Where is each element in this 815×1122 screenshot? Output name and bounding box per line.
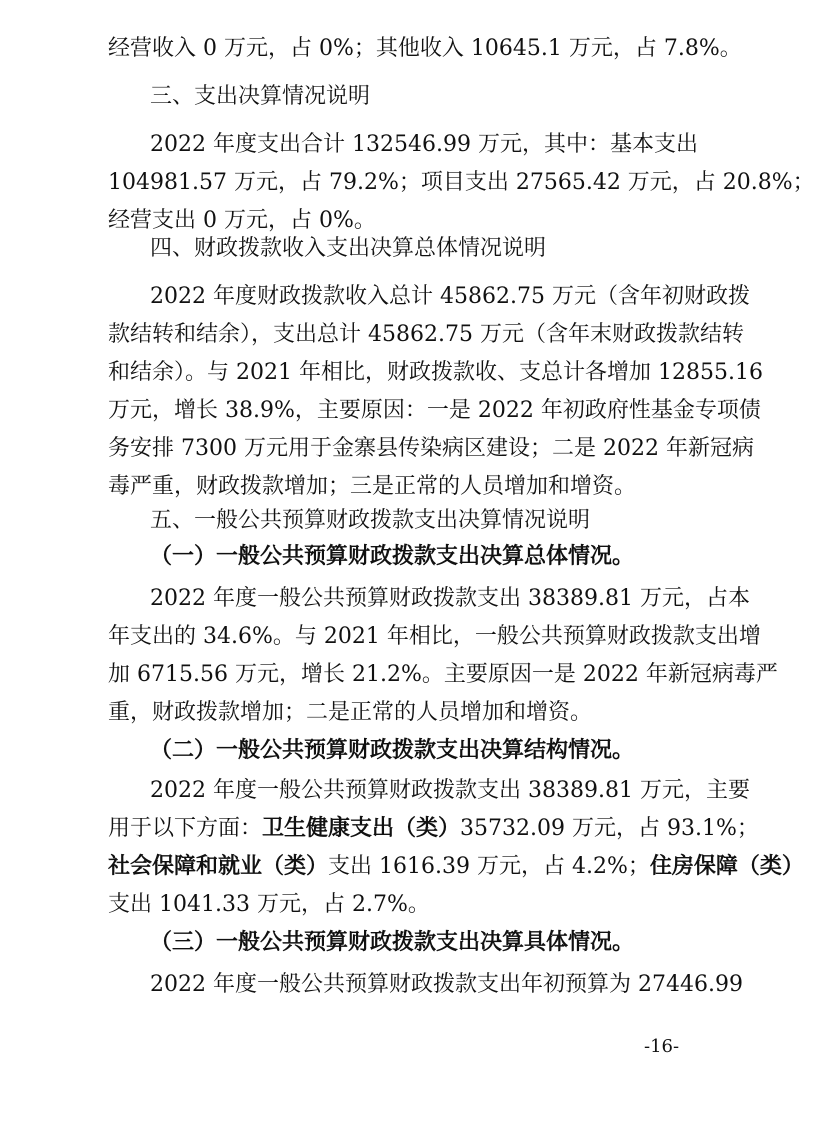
section-heading-expenditure: 三、支出决算情况说明 <box>150 84 371 109</box>
text-run: 支出 1616.39 万元，占 4.2%； <box>328 854 650 879</box>
category-health: 卫生健康支出（类） <box>262 816 461 841</box>
paragraph-line: 104981.57 万元，占 79.2%；项目支出 27565.42 万元，占 20.8%； <box>108 170 815 195</box>
paragraph-line: 2022 年度财政拨款收入总计 45862.75 万元（含年初财政拨 <box>150 284 750 309</box>
paragraph-line: 年支出的 34.6%。与 2021 年相比，一般公共预算财政拨款支出增 <box>108 624 761 649</box>
paragraph-line: 和结余）。与 2021 年相比，财政拨款收、支总计各增加 12855.16 <box>108 360 763 385</box>
text-run: 用于以下方面： <box>108 816 263 841</box>
paragraph-line: 2022 年度支出合计 132546.99 万元，其中：基本支出 <box>150 132 698 157</box>
paragraph-line: 毒严重，财政拨款增加；三是正常的人员增加和增资。 <box>108 474 637 499</box>
section-heading-fiscal-total: 四、财政拨款收入支出决算总体情况说明 <box>150 236 547 261</box>
paragraph-line: 款结转和结余），支出总计 45862.75 万元（含年末财政拨款结转 <box>108 322 744 347</box>
subheading-overall: （一）一般公共预算财政拨款支出决算总体情况。 <box>150 544 635 569</box>
paragraph-line: 支出 1041.33 万元，占 2.7%。 <box>108 892 430 917</box>
paragraph-line: 经营支出 0 万元，占 0%。 <box>108 208 376 233</box>
page-number: -16- <box>644 1036 680 1057</box>
paragraph-line: 2022 年度一般公共预算财政拨款支出年初预算为 27446.99 <box>150 972 743 997</box>
paragraph-line: 万元，增长 38.9%，主要原因：一是 2022 年初政府性基金专项债 <box>108 398 761 423</box>
paragraph-line: 重，财政拨款增加；二是正常的人员增加和增资。 <box>108 700 593 725</box>
section-heading-general-budget: 五、一般公共预算财政拨款支出决算情况说明 <box>150 508 591 533</box>
category-housing: 住房保障（类） <box>649 854 804 879</box>
text-run: 35732.09 万元，占 93.1%； <box>460 816 759 841</box>
paragraph-line: 经营收入 0 万元，占 0%；其他收入 10645.1 万元，占 7.8%。 <box>108 36 742 61</box>
paragraph-line: 2022 年度一般公共预算财政拨款支出 38389.81 万元，主要 <box>150 778 750 803</box>
subheading-structure: （二）一般公共预算财政拨款支出决算结构情况。 <box>150 738 635 763</box>
paragraph-line: 2022 年度一般公共预算财政拨款支出 38389.81 万元，占本 <box>150 586 750 611</box>
paragraph-line: 加 6715.56 万元，增长 21.2%。主要原因一是 2022 年新冠病毒严 <box>108 662 778 687</box>
category-social-security: 社会保障和就业（类） <box>108 854 329 879</box>
paragraph-line-mixed <box>108 814 759 844</box>
paragraph-line: 务安排 7300 万元用于金寨县传染病区建设；二是 2022 年新冠病 <box>108 436 754 461</box>
paragraph-line-mixed <box>108 852 804 882</box>
subheading-details: （三）一般公共预算财政拨款支出决算具体情况。 <box>150 930 635 955</box>
